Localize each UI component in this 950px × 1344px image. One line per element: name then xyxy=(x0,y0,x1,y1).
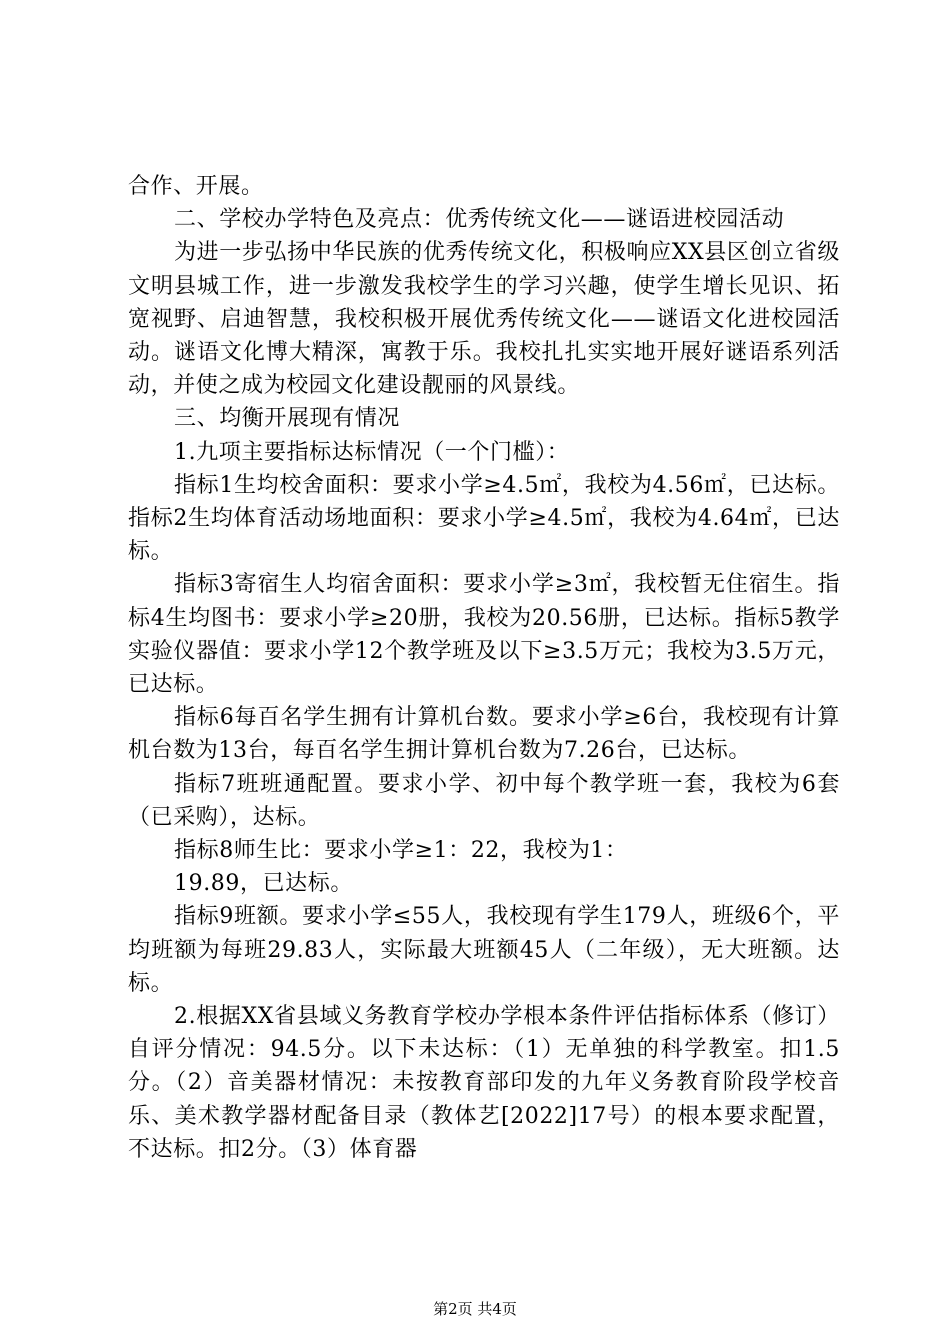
section-heading: 三、均衡开展现有情况 xyxy=(174,406,401,432)
paragraph: 为进一步弘扬中华民族的优秀传统文化，积极响应XX县区创立省级文明县城工作，进一步激发我校学生的学习兴趣，使学生增长见识、拓宽视野、启迪智慧，我校积极开展优秀传统文化——谜语文化进校园活动。谜语文化博大精深，寓教于乐。我校扎扎实实地开展好谜语系列活动，并使之成为校园文化建设靓丽的风景线。 xyxy=(128,240,840,399)
paragraph: 19.89，已达标。 xyxy=(174,871,353,897)
paragraph: 合作、开展。 xyxy=(128,174,264,199)
document-body xyxy=(128,170,840,1166)
paragraph: 指标9班额。要求小学≤55人，我校现有学生179人，班级6个，平均班额为每班29.83人，实际最大班额45人（二年级），无大班额。达标。 xyxy=(128,904,840,996)
paragraph: 指标3寄宿生人均宿舍面积：要求小学≥3㎡，我校暂无住宿生。指标4生均图书：要求小学≥20册，我校为20.56册，已达标。指标5教学实验仪器值：要求小学12个教学班及以下≥3.5万元；我校为3.5万元，已达标。 xyxy=(128,572,840,698)
paragraph: 1.九项主要指标达标情况（一个门槛）： xyxy=(174,439,570,465)
paragraph: 2.根据XX省县域义务教育学校办学根本条件评估指标体系（修订）自评分情况：94.5分。以下未达标：（1）无单独的科学教室。扣1.5分。（2）音美器材情况：未按教育部印发的九年义务教育阶段学校音乐、美术教学器材配备目录（教体艺[2022]17号）的根本要求配置，不达标。扣2分。（3）体育器 xyxy=(128,1004,840,1162)
paragraph: 指标8师生比：要求小学≥1：22，我校为1： xyxy=(174,838,628,864)
paragraph: 指标7班班通配置。要求小学、初中每个教学班一套，我校为6套（已采购），达标。 xyxy=(128,771,840,830)
section-heading: 二、学校办学特色及亮点：优秀传统文化——谜语进校园活动 xyxy=(174,207,785,233)
page-footer: 第2页 共4页 xyxy=(433,1300,517,1318)
paragraph: 指标1生均校舍面积：要求小学≥4.5㎡，我校为4.56㎡，已达标。指标2生均体育活动场地面积：要求小学≥4.5㎡，我校为4.64㎡，已达标。 xyxy=(128,472,840,565)
paragraph: 指标6每百名学生拥有计算机台数。要求小学≥6台，我校现有计算机台数为13台，每百名学生拥计算机台数为7.26台，已达标。 xyxy=(128,705,840,764)
